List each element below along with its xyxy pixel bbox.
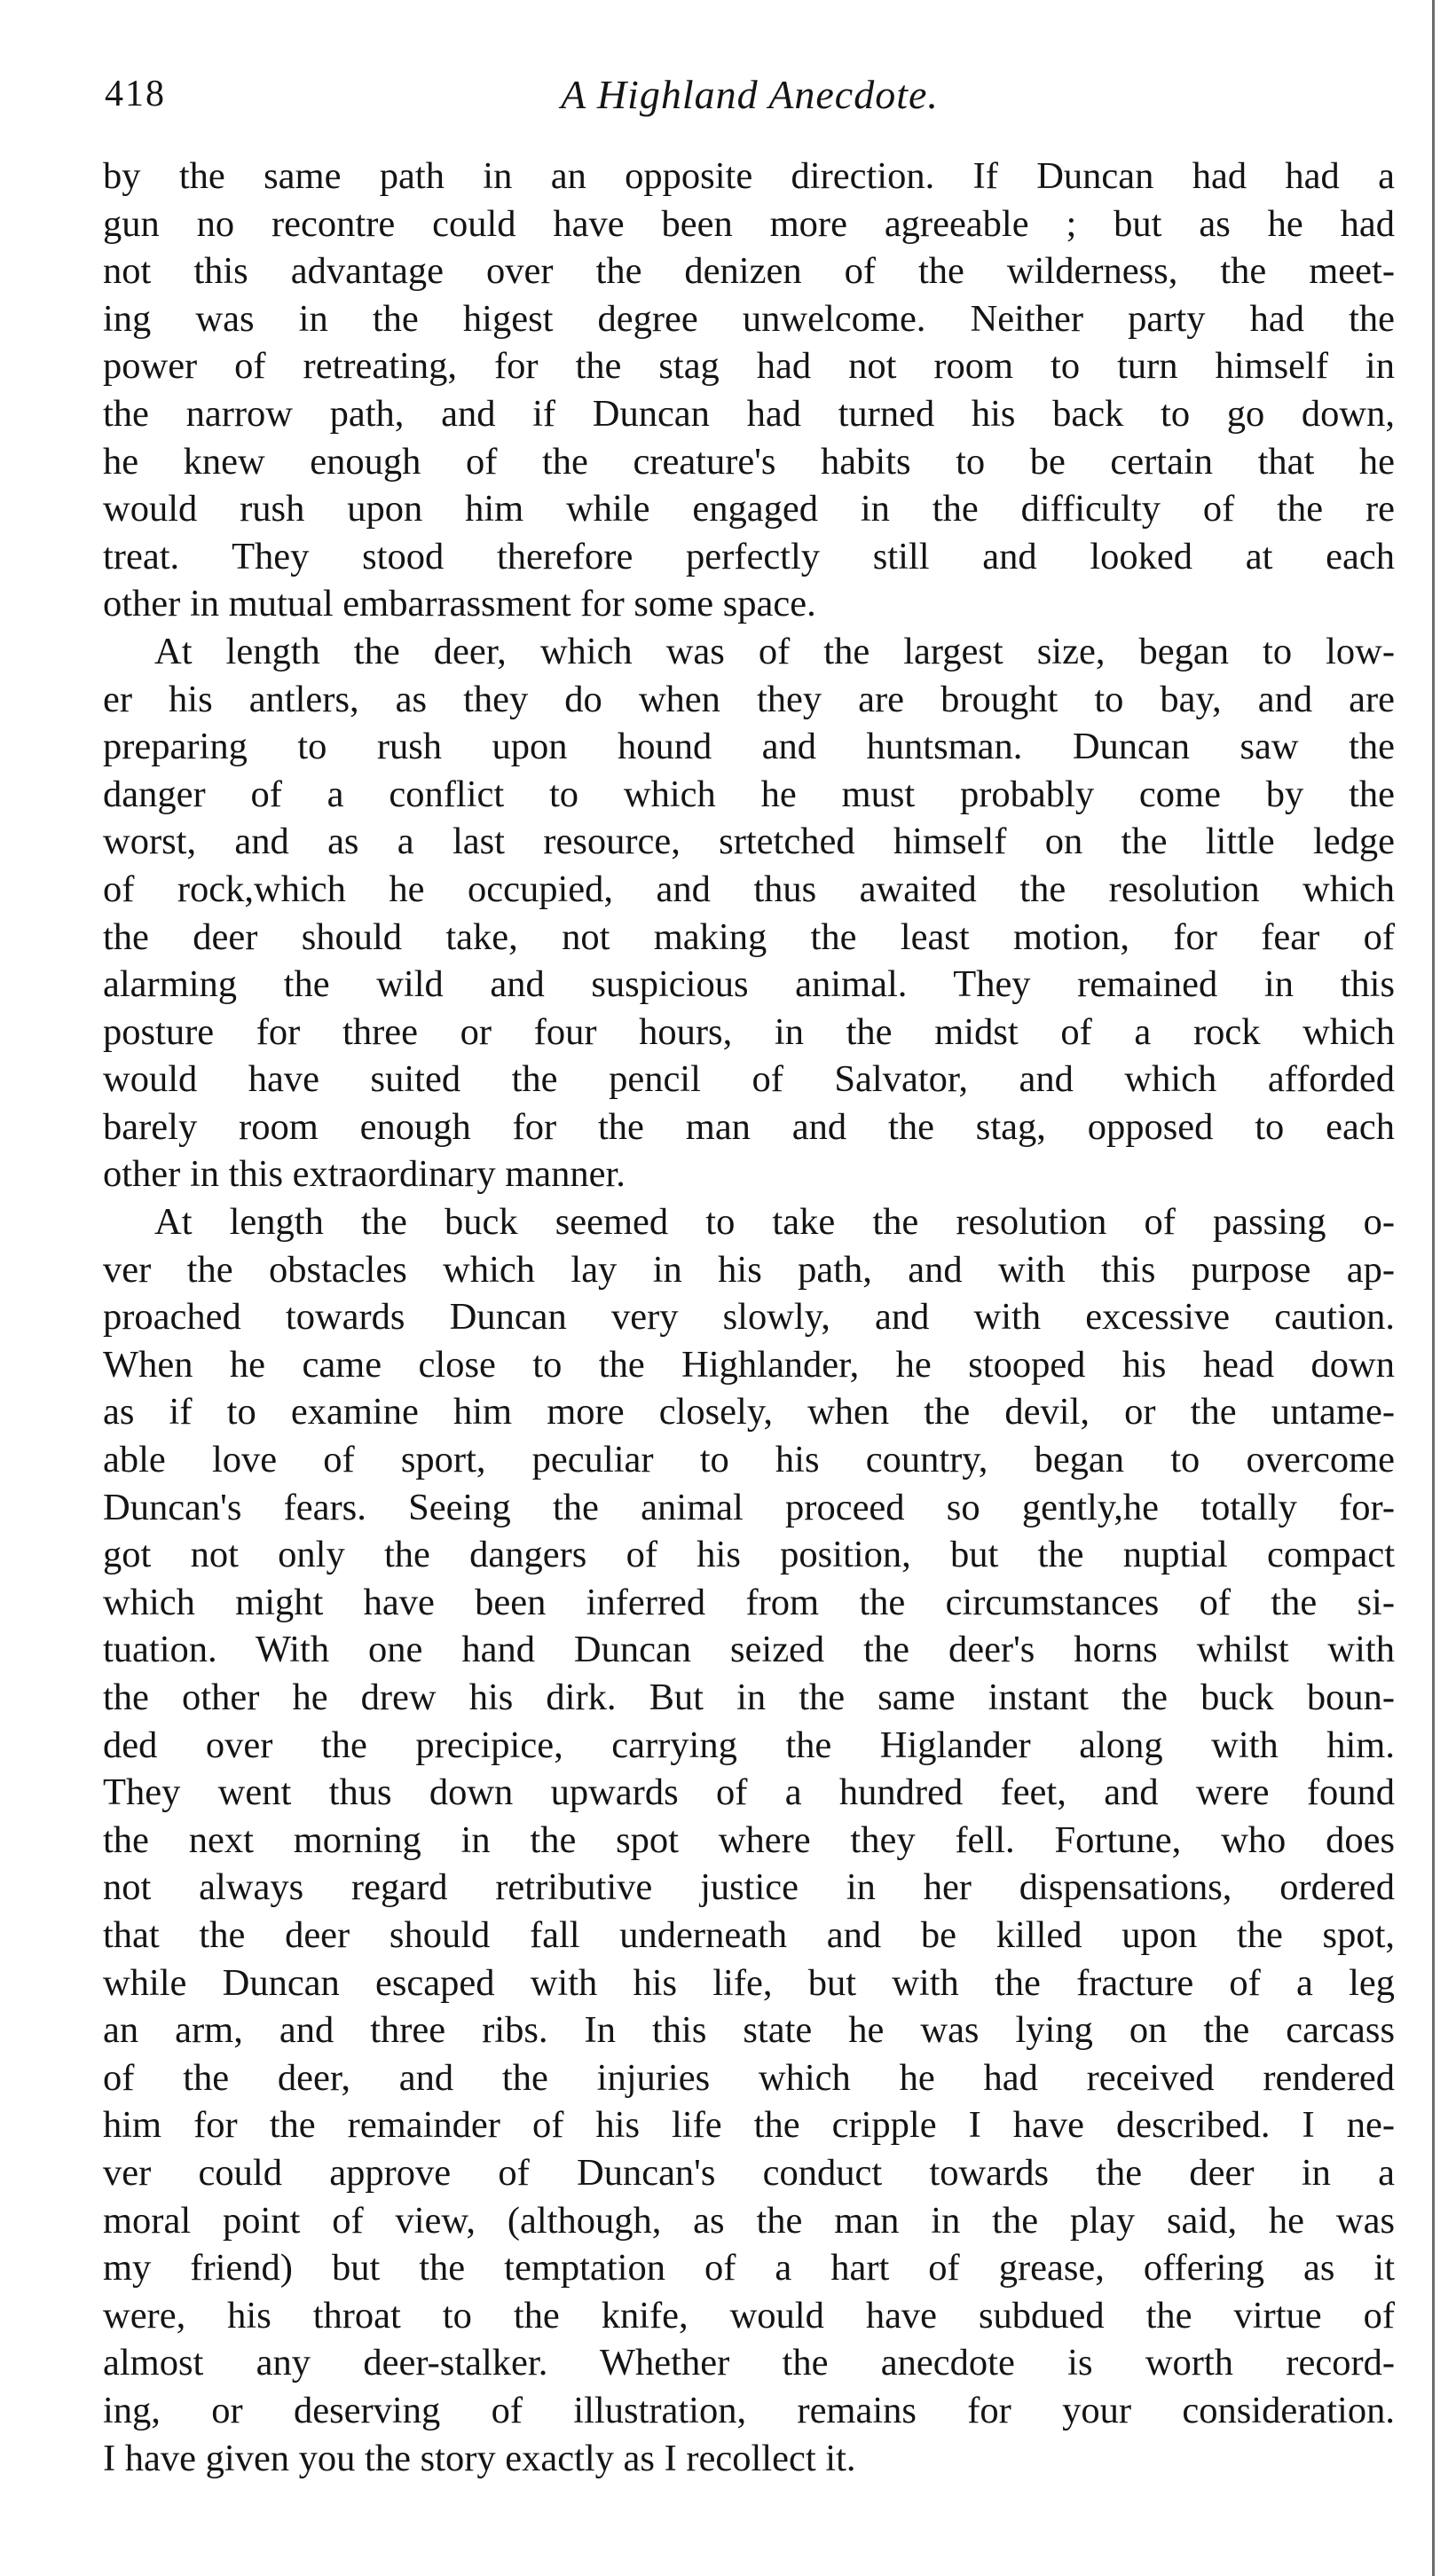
- text-line: ded over the precipice, carrying the Higlander along with him.: [103, 1724, 1395, 1766]
- text-line: got not only the dangers of his position, but the nuptial compact: [103, 1534, 1395, 1576]
- page-number: 418: [105, 74, 166, 114]
- text-line: power of retreating, for the stag had not room to turn himself in: [103, 345, 1395, 388]
- text-line: as if to examine him more closely, when the devil, or the untame-: [103, 1391, 1395, 1433]
- text-line: danger of a conflict to which he must probably come by the: [103, 773, 1395, 815]
- page-header: [98, 69, 1402, 131]
- text-line: treat. They stood therefore perfectly still and looked at each: [103, 535, 1395, 577]
- text-line: proached towards Duncan very slowly, and with excessive caution.: [103, 1296, 1395, 1339]
- text-line: were, his throat to the knife, would have subdued the virtue of: [103, 2294, 1395, 2336]
- text-line: that the deer should fall underneath and be killed upon the spot,: [103, 1913, 1395, 1956]
- text-line: other in mutual embarrassment for some space.: [103, 583, 816, 625]
- text-line: the deer should take, not making the least motion, for fear of: [103, 915, 1395, 958]
- text-line: posture for three or four hours, in the midst of a rock which: [103, 1010, 1395, 1053]
- text-line: ing was in the higest degree unwelcome. Neither party had the: [103, 297, 1395, 340]
- running-title: A Highland Anecdote.: [561, 72, 939, 117]
- text-line: preparing to rush upon hound and huntsman. Duncan saw the: [103, 726, 1395, 768]
- text-line: while Duncan escaped with his life, but with the fracture of a leg: [103, 1961, 1395, 2004]
- text-line: At length the buck seemed to take the resolution of passing o-: [154, 1201, 1395, 1244]
- text-line: At length the deer, which was of the largest size, began to low-: [154, 630, 1395, 672]
- paragraph: [103, 1198, 1395, 2482]
- text-line: he knew enough of the creature's habits to be certain that he: [103, 440, 1395, 483]
- text-line: ver could approve of Duncan's conduct towards the deer in a: [103, 2151, 1395, 2194]
- text-line: gun no recontre could have been more agreeable ; but as he had: [103, 202, 1395, 245]
- text-line: not always regard retributive justice in her dispensations, ordered: [103, 1866, 1395, 1909]
- text-line: er his antlers, as they do when they are brought to bay, and are: [103, 678, 1395, 720]
- text-line: worst, and as a last resource, srtetched himself on the little ledge: [103, 821, 1395, 863]
- text-line: alarming the wild and suspicious animal. They remained in this: [103, 963, 1395, 1006]
- text-line: my friend) but the temptation of a hart of grease, offering as it: [103, 2247, 1395, 2289]
- text-line: Duncan's fears. Seeing the animal proceed so gently,he totally for-: [103, 1486, 1395, 1528]
- text-line: able love of sport, peculiar to his country, began to overcome: [103, 1439, 1395, 1481]
- text-line: the narrow path, and if Duncan had turned his back to go down,: [103, 392, 1395, 435]
- text-line: moral point of view, (although, as the man in the play said, he was: [103, 2199, 1395, 2242]
- text-line: an arm, and three ribs. In this state he was lying on the carcass: [103, 2009, 1395, 2052]
- paragraph: [103, 628, 1395, 1198]
- text-line: I have given you the story exactly as I recollect it.: [103, 2437, 856, 2479]
- text-line: almost any deer-stalker. Whether the anecdote is worth record-: [103, 2342, 1395, 2384]
- text-line: barely room enough for the man and the stag, opposed to each: [103, 1105, 1395, 1148]
- text-line: of rock,which he occupied, and thus awaited the resolution which: [103, 868, 1395, 910]
- text-line: the other he drew his dirk. But in the same instant the buck boun-: [103, 1677, 1395, 1718]
- text-line: other in this extraordinary manner.: [103, 1153, 626, 1196]
- text-line: would have suited the pencil of Salvator, and which afforded: [103, 1058, 1395, 1101]
- text-line: the next morning in the spot where they fell. Fortune, who does: [103, 1818, 1395, 1861]
- body-text: [103, 153, 1395, 2482]
- text-line: would rush upon him while engaged in the difficulty of the re: [103, 488, 1395, 530]
- text-line: tuation. With one hand Duncan seized the deer's horns whilst with: [103, 1629, 1395, 1671]
- text-line: ing, or deserving of illustration, remains for your consideration.: [103, 2389, 1395, 2431]
- text-line: When he came close to the Highlander, he stooped his head down: [103, 1343, 1395, 1386]
- text-line: of the deer, and the injuries which he had received rendered: [103, 2056, 1395, 2099]
- text-line: him for the remainder of his life the cripple I have described. I ne-: [103, 2104, 1395, 2147]
- paragraph: [103, 153, 1395, 628]
- page-edge-rule: [1432, 0, 1435, 2576]
- text-line: They went thus down upwards of a hundred feet, and were found: [103, 1771, 1395, 1814]
- text-line: not this advantage over the denizen of the wilderness, the meet-: [103, 250, 1395, 293]
- text-line: which might have been inferred from the circumstances of the si-: [103, 1581, 1395, 1623]
- text-line: ver the obstacles which lay in his path, and with this purpose ap-: [103, 1248, 1395, 1291]
- text-line: by the same path in an opposite direction. If Duncan had had a: [103, 155, 1395, 197]
